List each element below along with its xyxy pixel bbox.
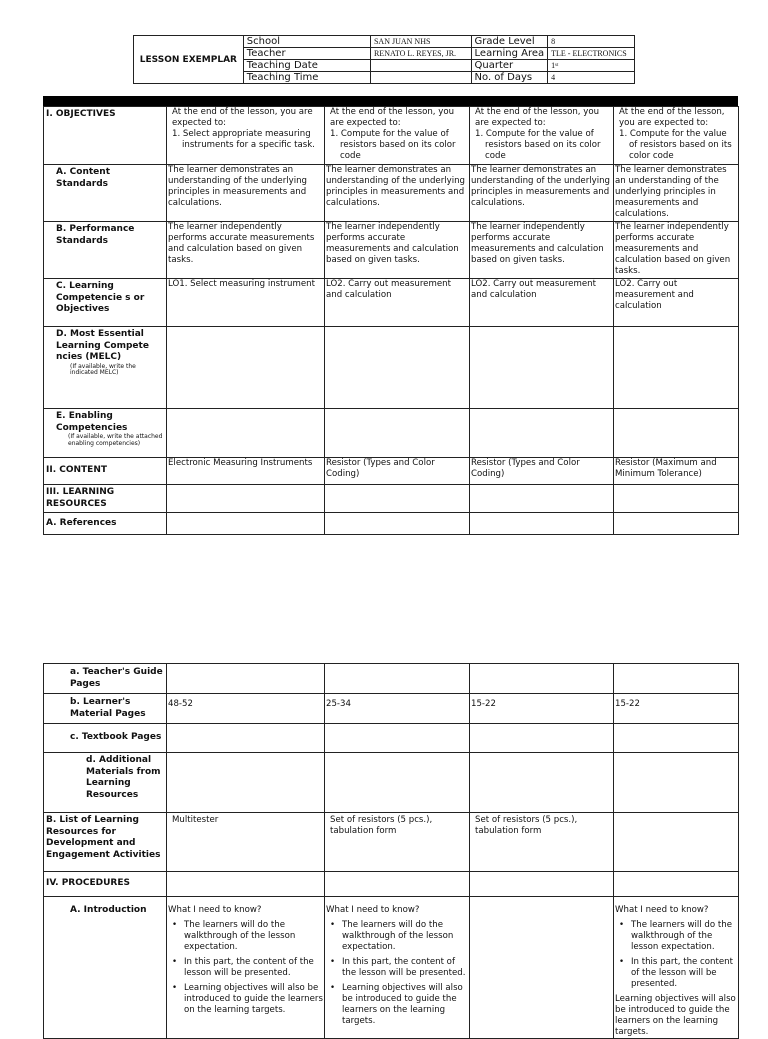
quarter-value: 1ˢᵗ [548,60,635,72]
objective-item: 1. Compute for the value of resistors based on its color code [330,129,456,161]
teachers-guide-row [44,664,739,694]
objective-item: 1. Compute for the value of resistors based on its color code [619,129,732,161]
teaching-time-label: Teaching Time [243,72,370,84]
resource-list-cell: Multitester [167,813,325,872]
competencies-label: C. Learning Competencie s or Objectives [44,279,167,327]
objectives-row [44,107,739,165]
learning-area-label: Learning Area [471,48,548,60]
content-row [44,458,739,485]
quarter-label: Quarter [471,60,548,72]
learning-resources-row [44,485,739,513]
learners-material-pages: 48-52 [167,694,325,724]
content-cell: Resistor (Maximum and Minimum Tolerance) [614,458,739,485]
resource-list-cell: Set of resistors (5 pcs.), tabulation form [470,813,614,872]
days-label: No. of Days [471,72,548,84]
teaching-date-label: Teaching Date [243,60,370,72]
teaching-time-value [370,72,471,84]
teachers-guide-label: a. Teacher's Guide Pages [44,664,167,694]
content-cell: Electronic Measuring Instruments [167,458,325,485]
performance-standards-cell: The learner independently performs accurate measurements and calculation based on given tasks. [325,222,470,279]
procedures-row [44,872,739,897]
introduction-label: A. Introduction [44,897,167,1039]
performance-standards-cell: The learner independently performs accurate measurements and calculation based on given tasks. [614,222,739,279]
school-value: SAN JUAN NHS [370,36,471,48]
resource-list-cell [614,813,739,872]
intro-bullet: • In this part, the content of the lesson will be presented. [168,957,323,979]
intro-bullet: • The learners will do the walkthrough of the lesson expectation. [615,920,737,953]
content-standards-label: A. Content Standards [44,165,167,222]
competency-cell: LO2. Carry out measurement and calculation [470,279,614,327]
grade-level-value: 8 [548,36,635,48]
lesson-header-table [133,35,635,84]
teacher-label: Teacher [243,48,370,60]
intro-bullet: • The learners will do the walkthrough of the lesson expectation. [326,920,468,953]
melc-row [44,327,739,409]
resource-list-row [44,813,739,872]
objectives-intro: At the end of the lesson, you are expected to: [172,107,313,128]
introduction-row [44,897,739,1039]
intro-heading: What I need to know? [168,905,262,915]
learners-material-pages: 15-22 [614,694,739,724]
learners-material-label: b. Learner's Material Pages [44,694,167,724]
learning-area-value: TLE - ELECTRONICS [548,48,635,60]
objectives-label: I. OBJECTIVES [44,107,167,165]
textbook-label: c. Textbook Pages [44,724,167,753]
procedures-label: IV. PROCEDURES [44,872,167,897]
melc-label: D. Most Essential Learning Compete ncies (MELC) [56,329,149,362]
additional-materials-label: d. Additional Materials from Learning Resources [44,753,167,813]
content-cell: Resistor (Types and Color Coding) [470,458,614,485]
content-standards-cell: The learner demonstrates an understanding of the underlying principles in measurements and calculations. [167,165,325,222]
learning-resources-label: III. LEARNING RESOURCES [44,485,167,513]
learners-material-row [44,694,739,724]
resource-list-cell: Set of resistors (5 pcs.), tabulation form [325,813,470,872]
content-standards-row [44,165,739,222]
grade-level-label: Grade Level [471,36,548,48]
intro-bullet: • Learning objectives will also be introduced to guide the learners on the learning targets. [168,983,323,1016]
objective-item: 1. Select appropriate measuring instruments for a specific task. [172,129,315,150]
content-standards-cell: The learner demonstrates an understanding of the underlying principles in measurements and calculations. [470,165,614,222]
intro-bullet: • The learners will do the walkthrough of the lesson expectation. [168,920,323,953]
performance-standards-cell: The learner independently performs accurate measurements and calculation based on given tasks. [167,222,325,279]
enabling-row [44,409,739,458]
content-label: II. CONTENT [44,458,167,485]
performance-standards-label: B. Performance Standards [44,222,167,279]
additional-materials-row [44,753,739,813]
content-cell: Resistor (Types and Color Coding) [325,458,470,485]
objectives-intro: At the end of the lesson, you are expected to: [619,107,725,128]
content-standards-cell: The learner demonstrates an understanding of the underlying principles in measurements and calculations. [325,165,470,222]
school-label: School [243,36,370,48]
enabling-label: E. Enabling Competencies [56,411,128,433]
objectives-intro: At the end of the lesson, you are expected to: [475,107,600,128]
intro-bullet: • In this part, the content of the lesson will be presented. [615,957,737,990]
competency-cell: LO2. Carry out measurement and calculation [614,279,739,327]
performance-standards-cell: The learner independently performs accurate measurements and calculation based on given tasks. [470,222,614,279]
days-value: 4 [548,72,635,84]
competency-cell: LO1. Select measuring instrument [167,279,325,327]
lesson-exemplar-title: LESSON EXEMPLAR [134,36,244,84]
learners-material-pages: 15-22 [470,694,614,724]
competencies-row [44,279,739,327]
plan-table-lower [43,663,739,1039]
teacher-value: RENATO L. REYES, JR. [370,48,471,60]
plan-table-upper [43,106,739,535]
teaching-date-value [370,60,471,72]
references-label: A. References [44,513,167,535]
melc-note: (If available, write the indicated MELC) [70,362,136,376]
objectives-intro: At the end of the lesson, you are expected to: [330,107,455,128]
competency-cell: LO2. Carry out measurement and calculation [325,279,470,327]
intro-heading: What I need to know? [615,905,709,915]
intro-bullet: • Learning objectives will also be introduced to guide the learners on the learning targets. [326,983,468,1027]
learners-material-pages: 25-34 [325,694,470,724]
intro-bullet: • In this part, the content of the lesson will be presented. [326,957,468,979]
textbook-row [44,724,739,753]
black-divider-bar [43,96,738,106]
intro-heading: What I need to know? [326,905,420,915]
intro-tail: Learning objectives will also be introduced to guide the learners on the learning targets. [615,994,736,1037]
enabling-note: (If available, write the attached enabling competencies) [68,433,163,447]
resource-list-label: B. List of Learning Resources for Development and Engagement Activities [44,813,167,872]
performance-standards-row [44,222,739,279]
content-standards-cell: The learner demonstrates an understanding of the underlying principles in measurements and calculations. [614,165,739,222]
objective-item: 1. Compute for the value of resistors based on its color code [475,129,601,161]
references-row [44,513,739,535]
